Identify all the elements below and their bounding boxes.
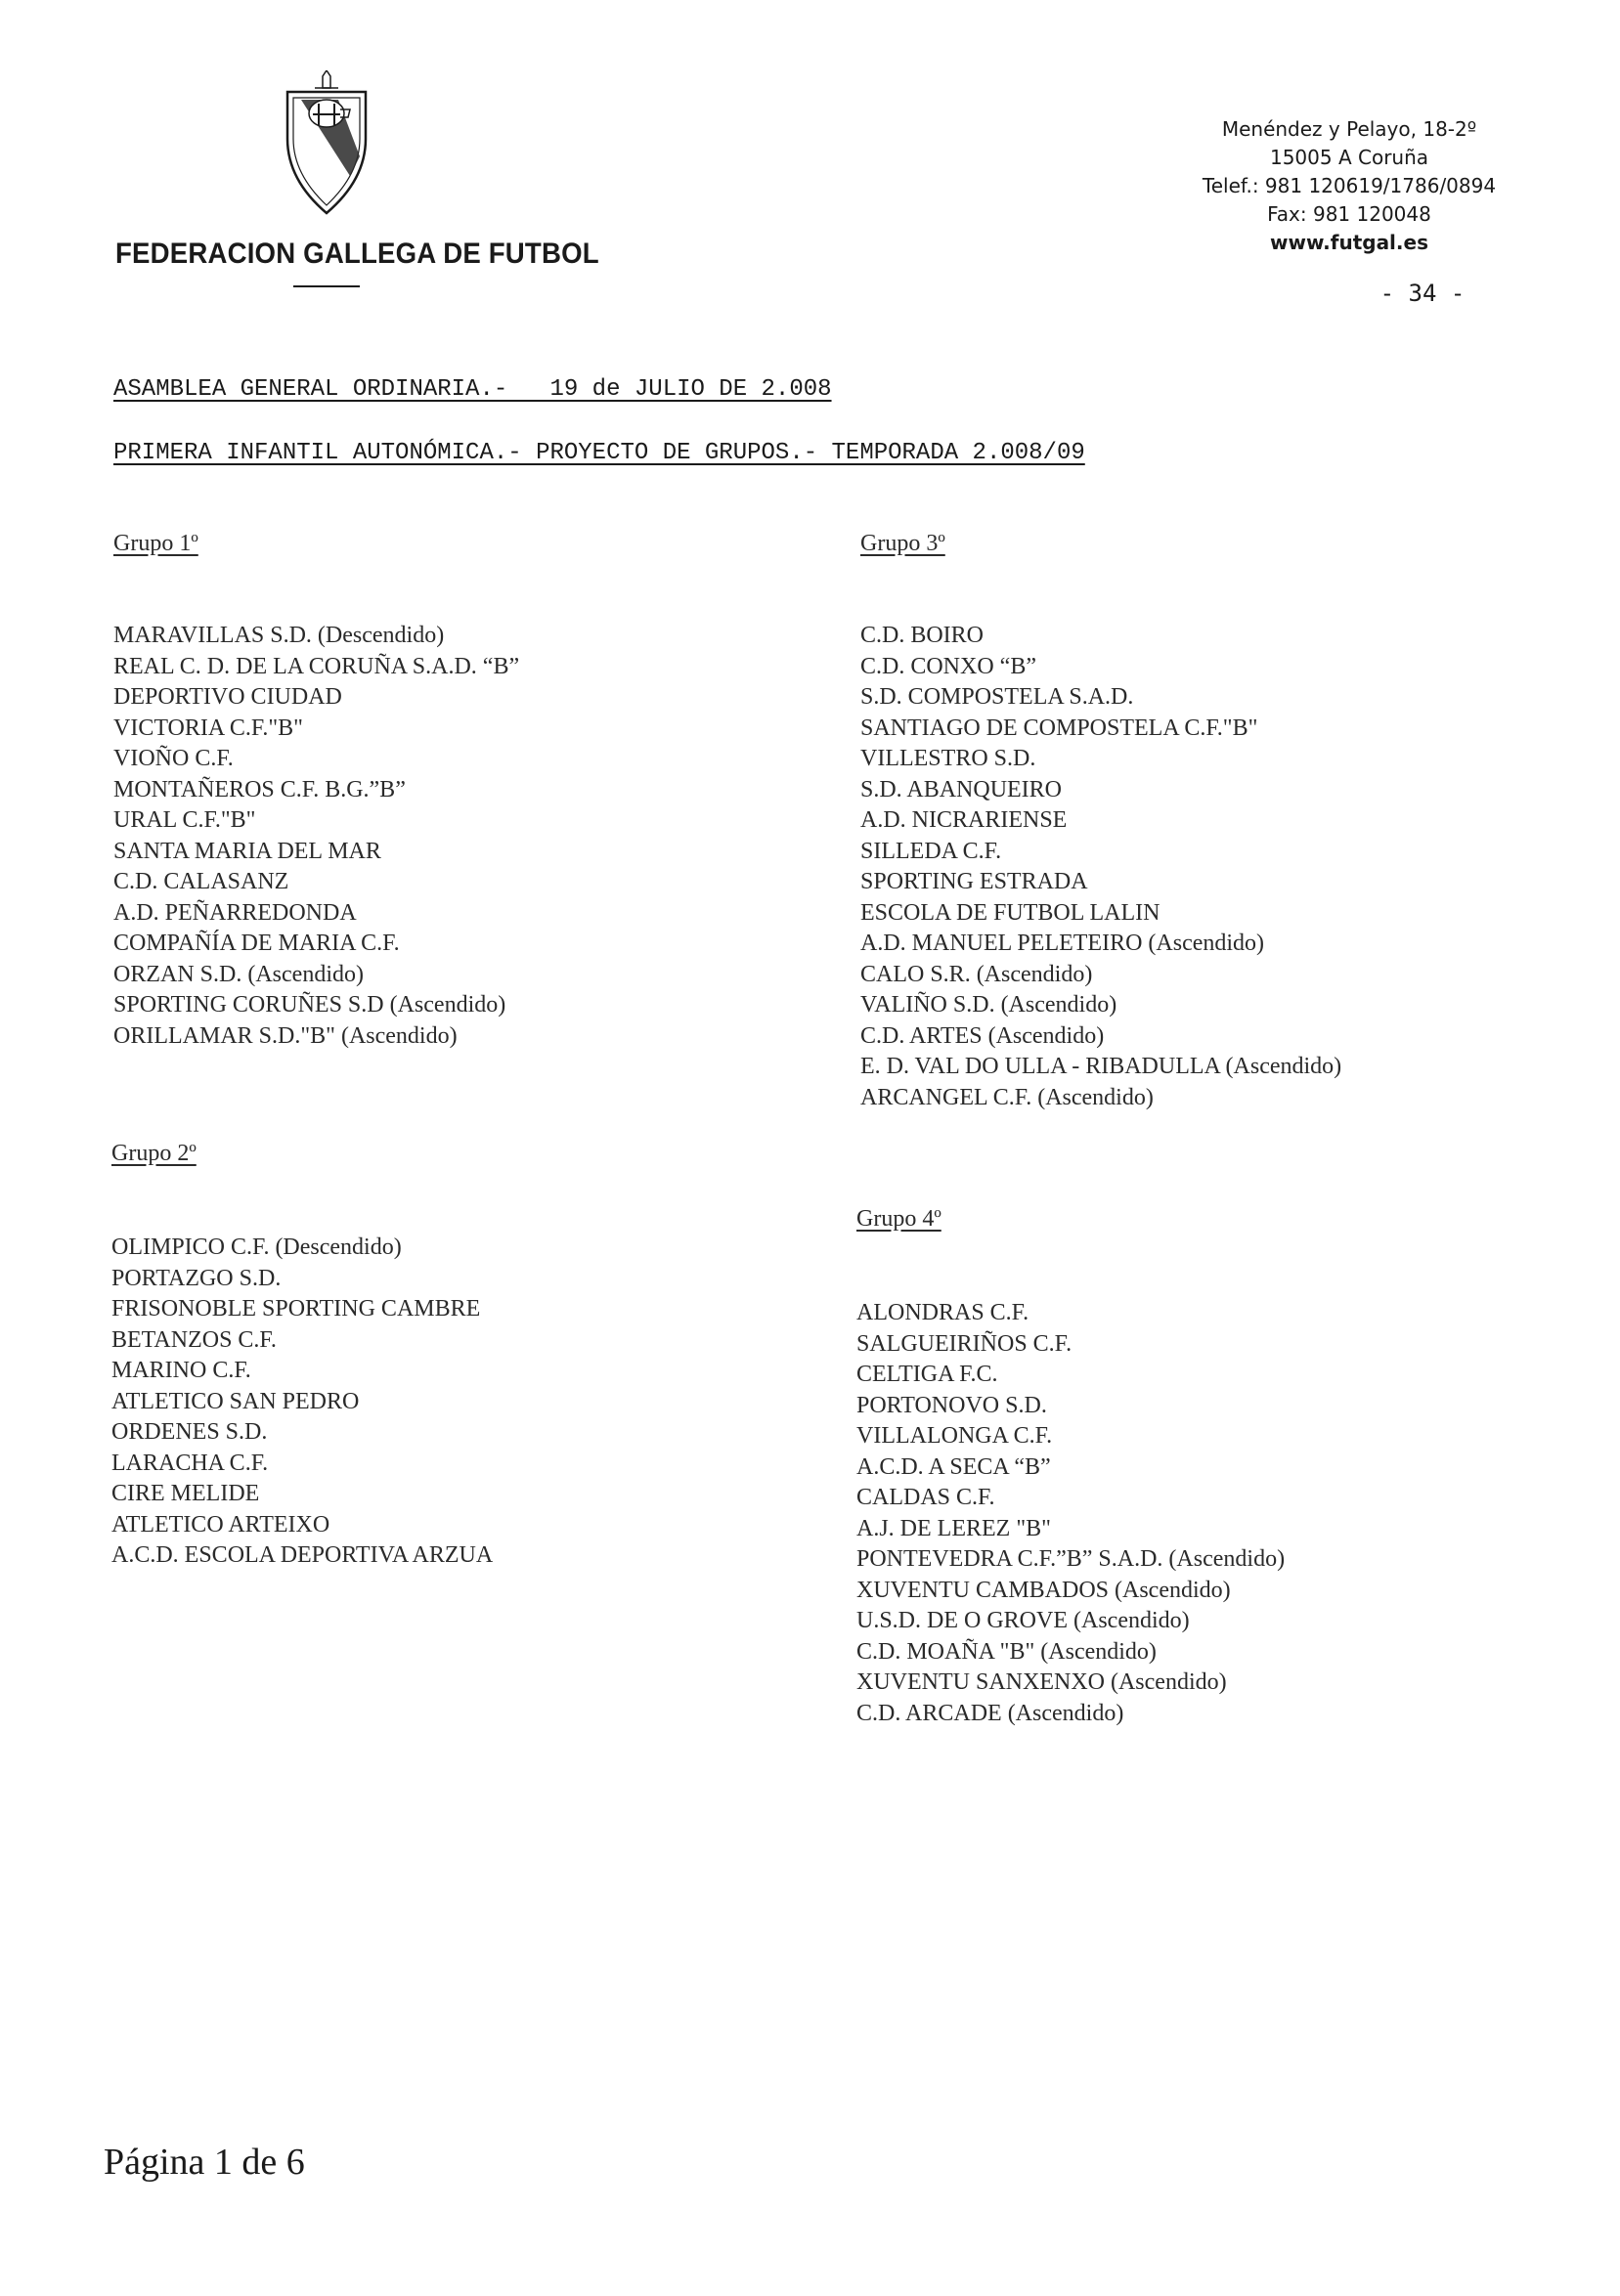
team-list (856, 1298, 1285, 1729)
team-entry: REAL C. D. DE LA CORUÑA S.A.D. “B” (113, 653, 520, 679)
group-1 (113, 531, 520, 1049)
footer-page-number: Página 1 de 6 (104, 2142, 305, 2183)
team-entry: A.D. PEÑARREDONDA (113, 899, 357, 926)
federation-crest-icon (280, 70, 373, 217)
team-entry: S.D. COMPOSTELA S.A.D. (860, 684, 1134, 710)
group-title: Grupo 3º (860, 531, 945, 556)
team-entry: XUVENTU SANXENXO (Ascendido) (856, 1669, 1227, 1695)
team-entry: SPORTING ESTRADA (860, 869, 1088, 894)
team-list (113, 621, 519, 1052)
team-entry: C.D. ARCADE (Ascendido) (856, 1700, 1124, 1726)
team-list (111, 1233, 493, 1572)
group-4 (856, 1206, 1286, 1726)
group-title: Grupo 2º (111, 1141, 197, 1166)
team-entry: CIRE MELIDE (111, 1481, 260, 1506)
website-link[interactable]: www.futgal.es (1270, 231, 1428, 254)
team-entry: MARAVILLAS S.D. (Descendido) (113, 623, 445, 648)
federation-name-rule (293, 285, 360, 287)
team-entry: XUVENTU CAMBADOS (Ascendido) (856, 1577, 1231, 1603)
team-entry: A.D. MANUEL PELETEIRO (Ascendido) (860, 931, 1265, 956)
team-entry: SALGUEIRIÑOS C.F. (856, 1330, 1073, 1357)
team-entry: VILLESTRO S.D. (860, 746, 1036, 771)
team-entry: PONTEVEDRA C.F.”B” S.A.D. (Ascendido) (856, 1546, 1286, 1572)
team-entry: C.D. BOIRO (860, 623, 985, 648)
federation-name: FEDERACION GALLEGA DE FUTBOL (115, 238, 599, 270)
group-3 (860, 531, 1342, 1110)
competition-headline: PRIMERA INFANTIL AUTONÓMICA.- PROYECTO DE GRUPOS.- TEMPORADA 2.008/09 (113, 440, 1085, 466)
fax-number: Fax: 981 120048 (1267, 202, 1431, 226)
address-line-2: 15005 A Coruña (1269, 146, 1429, 169)
team-entry: ALONDRAS C.F. (856, 1300, 1029, 1325)
team-entry: C.D. CONXO “B” (860, 653, 1036, 679)
team-entry: COMPAÑÍA DE MARIA C.F. (113, 931, 400, 956)
team-entry: SANTIAGO DE COMPOSTELA C.F."B" (860, 715, 1258, 741)
team-entry: E. D. VAL DO ULLA - RIBADULLA (Ascendido) (860, 1054, 1342, 1079)
address-line-1: Menéndez y Pelayo, 18-2º (1221, 117, 1477, 141)
team-entry: C.D. MOAÑA "B" (Ascendido) (856, 1638, 1157, 1665)
team-entry: VICTORIA C.F."B" (113, 715, 303, 741)
team-entry: ESCOLA DE FUTBOL LALIN (860, 899, 1160, 926)
team-entry: ORILLAMAR S.D."B" (Ascendido) (113, 1022, 458, 1049)
team-entry: A.C.D. ESCOLA DEPORTIVA ARZUA (111, 1542, 494, 1568)
team-entry: A.J. DE LEREZ "B" (856, 1515, 1051, 1541)
group-2 (111, 1141, 494, 1568)
team-entry: SANTA MARIA DEL MAR (113, 838, 381, 864)
team-entry: U.S.D. DE O GROVE (Ascendido) (856, 1608, 1190, 1633)
team-entry: ORZAN S.D. (Ascendido) (113, 961, 364, 987)
contact-block (1154, 115, 1545, 257)
team-entry: FRISONOBLE SPORTING CAMBRE (111, 1296, 481, 1321)
team-entry: PORTONOVO S.D. (856, 1392, 1047, 1418)
team-entry: ARCANGEL C.F. (Ascendido) (860, 1084, 1154, 1110)
page-marker: - 34 - (1379, 280, 1466, 307)
team-entry: ATLETICO ARTEIXO (111, 1511, 330, 1538)
team-entry: C.D. CALASANZ (113, 869, 289, 894)
team-entry: MARINO C.F. (111, 1358, 251, 1383)
team-entry: MONTAÑEROS C.F. B.G.”B” (113, 776, 406, 802)
group-title: Grupo 1º (113, 531, 198, 556)
assembly-headline: ASAMBLEA GENERAL ORDINARIA.- 19 de JULIO DE 2.008 (113, 376, 832, 403)
team-entry: URAL C.F."B" (113, 807, 256, 833)
team-entry: S.D. ABANQUEIRO (860, 776, 1063, 802)
team-entry: VIOÑO C.F. (113, 746, 234, 771)
team-list (860, 621, 1341, 1113)
team-entry: BETANZOS C.F. (111, 1326, 277, 1353)
team-entry: ATLETICO SAN PEDRO (111, 1388, 360, 1414)
group-title: Grupo 4º (856, 1206, 941, 1232)
team-entry: SILLEDA C.F. (860, 838, 1002, 864)
team-entry: A.D. NICRARIENSE (860, 807, 1068, 833)
team-entry: VALIÑO S.D. (Ascendido) (860, 992, 1117, 1018)
team-entry: ORDENES S.D. (111, 1419, 268, 1445)
team-entry: PORTAZGO S.D. (111, 1265, 282, 1291)
phone-number: Telef.: 981 120619/1786/0894 (1202, 174, 1497, 197)
team-entry: CALO S.R. (Ascendido) (860, 961, 1093, 987)
team-entry: OLIMPICO C.F. (Descendido) (111, 1235, 402, 1260)
team-entry: DEPORTIVO CIUDAD (113, 684, 342, 710)
team-entry: CELTIGA F.C. (856, 1362, 998, 1387)
team-entry: SPORTING CORUÑES S.D (Ascendido) (113, 992, 506, 1018)
team-entry: VILLALONGA C.F. (856, 1423, 1053, 1449)
team-entry: LARACHA C.F. (111, 1450, 269, 1476)
team-entry: C.D. ARTES (Ascendido) (860, 1022, 1105, 1049)
team-entry: A.C.D. A SECA “B” (856, 1453, 1051, 1480)
team-entry: CALDAS C.F. (856, 1485, 995, 1510)
